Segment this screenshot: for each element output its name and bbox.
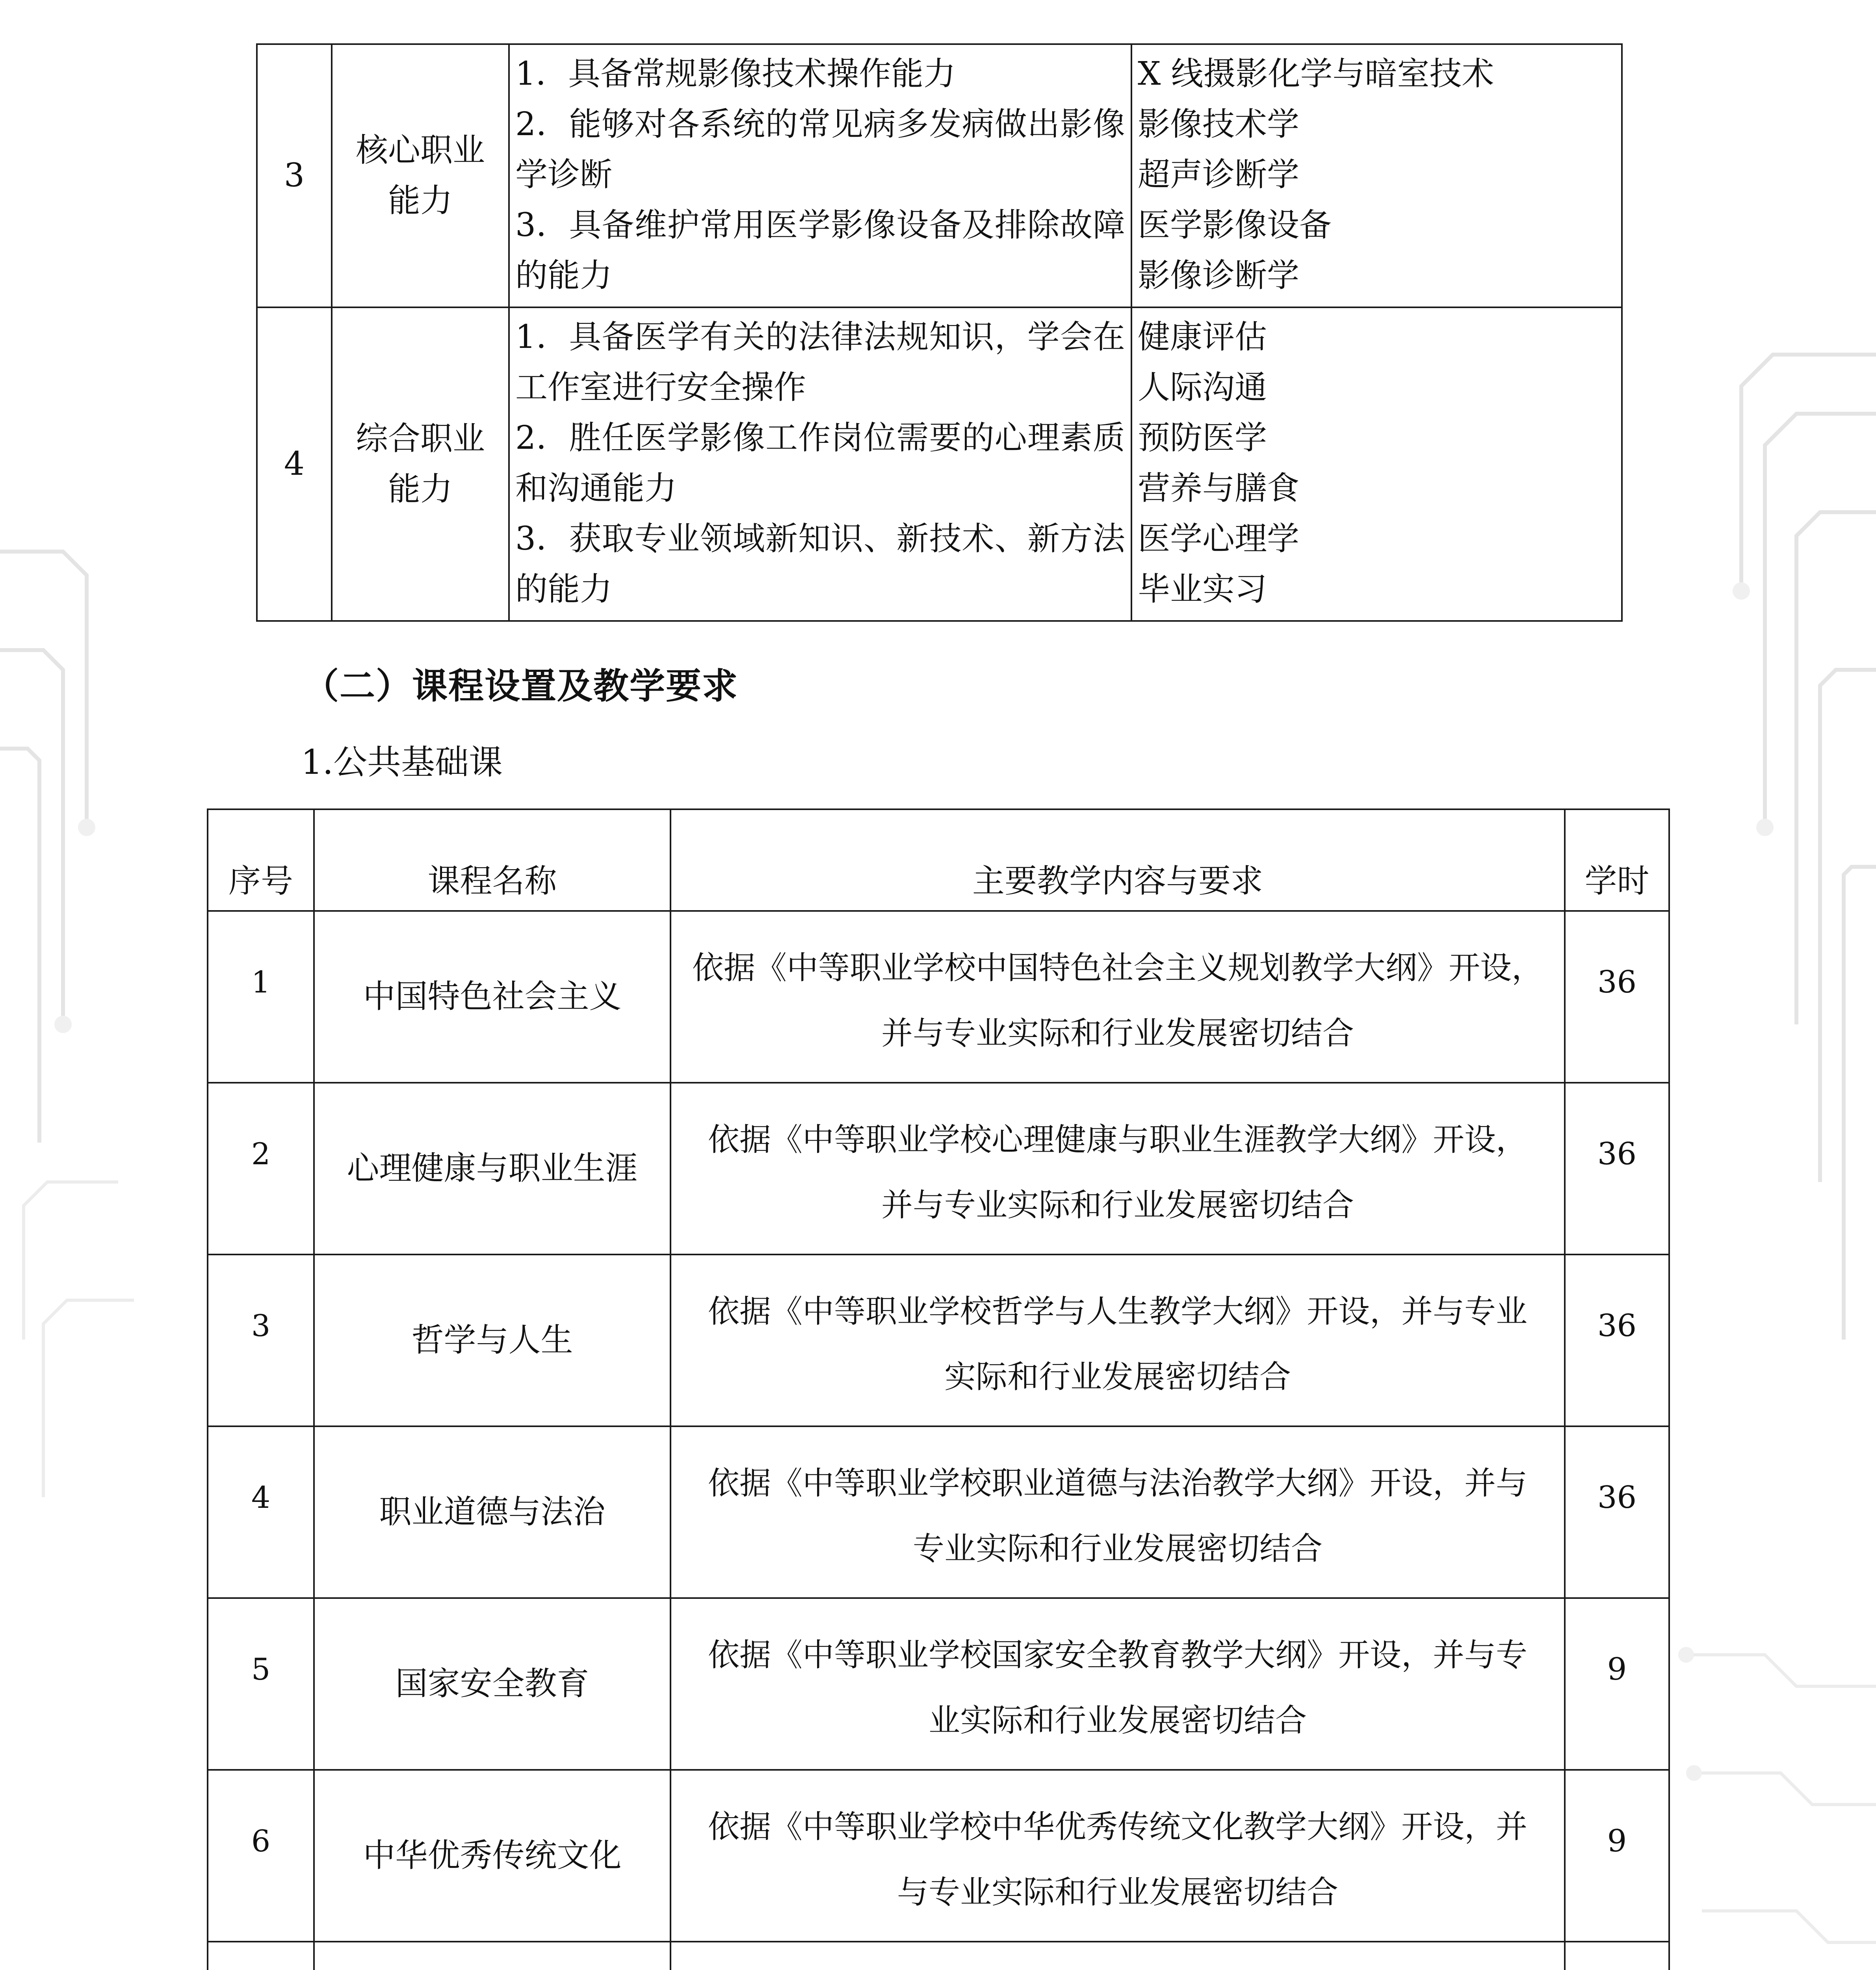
- course-hours: 9: [1565, 1598, 1669, 1770]
- course-no: 1: [208, 911, 314, 1083]
- course-hours: 36: [1565, 1083, 1669, 1254]
- course-item: 毕业实习: [1138, 571, 1267, 608]
- course-requirements: [671, 1426, 1565, 1598]
- course-hours: 36: [1565, 1426, 1669, 1598]
- table-row: [208, 1426, 1669, 1598]
- requirement-line: 专业实际和行业发展密切结合: [913, 1530, 1322, 1567]
- requirement-line: 依据《中等职业学校职业道德与法治教学大纲》开设，并与: [708, 1465, 1527, 1502]
- ability-row: [257, 44, 1622, 307]
- requirement-line: 依据《中等职业学校中华优秀传统文化教学大纲》开设，并: [708, 1808, 1527, 1845]
- course-requirements: [671, 1254, 1565, 1426]
- course-requirements: [671, 1770, 1565, 1942]
- section-title: （二）课程设置及教学要求: [303, 665, 738, 707]
- course-requirements: [671, 911, 1565, 1083]
- ability-content: [509, 307, 1131, 621]
- requirement-line: 依据《中等职业学校心理健康与职业生涯教学大纲》开设，: [708, 1121, 1527, 1158]
- ability-table-body: [257, 44, 1622, 621]
- course-item: 人际沟通: [1138, 369, 1267, 406]
- content-item: 3．具备维护常用医学影像设备及排除故障的能力: [515, 206, 1125, 294]
- content-item: 1．具备医学有关的法律法规知识，学会在工作室进行安全操作: [515, 318, 1125, 406]
- header-no: 序号: [208, 809, 314, 911]
- content-item: 3．获取专业领域新知识、新技术、新方法的能力: [515, 520, 1125, 608]
- table-row: [208, 1598, 1669, 1770]
- course-no: 6: [208, 1770, 314, 1942]
- course-item: 营养与膳食: [1138, 470, 1300, 507]
- course-item: X 线摄影化学与暗室技术: [1138, 55, 1494, 93]
- ability-courses: [1131, 307, 1622, 621]
- course-item: 预防医学: [1138, 419, 1267, 457]
- content-item: 2．胜任医学影像工作岗位需要的心理素质和沟通能力: [515, 419, 1125, 507]
- content-item: 2．能够对各系统的常见病多发病做出影像学诊断: [515, 106, 1125, 193]
- ability-content: [509, 44, 1131, 307]
- course-name: 哲学与人生: [314, 1254, 671, 1426]
- sub-title: 1.公共基础课: [301, 743, 503, 782]
- course-hours: [1565, 1942, 1669, 1970]
- course-name: [314, 1942, 671, 1970]
- requirement-line: 依据《中等职业学校中国特色社会主义规划教学大纲》开设，: [692, 950, 1543, 986]
- ability-row: [257, 307, 1622, 621]
- table-row: [208, 911, 1669, 1083]
- requirement-line: [687, 1966, 1548, 1970]
- requirement-line: 业实际和行业发展密切结合: [929, 1702, 1307, 1739]
- ability-no: 4: [257, 307, 332, 621]
- course-no: [208, 1942, 314, 1970]
- course-no: 4: [208, 1426, 314, 1598]
- requirement-line: 并与专业实际和行业发展密切结合: [881, 1187, 1354, 1223]
- course-name: 中华优秀传统文化: [314, 1770, 671, 1942]
- header-requirements: 主要教学内容与要求: [671, 809, 1565, 911]
- requirement-line: 并与专业实际和行业发展密切结合: [881, 1015, 1354, 1052]
- course-item: 健康评估: [1138, 318, 1267, 356]
- category-line: 能力: [388, 182, 453, 219]
- category-line: 综合职业: [355, 420, 485, 457]
- category-line: 核心职业: [355, 132, 485, 169]
- table-row: [208, 1942, 1669, 1970]
- table-row: [208, 1770, 1669, 1942]
- table-row: [208, 1083, 1669, 1254]
- requirement-line: 实际和行业发展密切结合: [944, 1359, 1291, 1395]
- requirement-line: 依据《中等职业学校哲学与人生教学大纲》开设，并与专业: [708, 1293, 1527, 1330]
- course-table-body: [208, 911, 1669, 1970]
- ability-courses: [1131, 44, 1622, 307]
- course-item: 医学影像设备: [1138, 206, 1332, 244]
- course-hours: 36: [1565, 911, 1669, 1083]
- requirement-line: 依据《中等职业学校国家安全教育教学大纲》开设，并与专: [708, 1637, 1527, 1673]
- requirement-line: 与专业实际和行业发展密切结合: [897, 1874, 1338, 1911]
- course-no: 2: [208, 1083, 314, 1254]
- table-row: [208, 1254, 1669, 1426]
- ability-category: [332, 44, 509, 307]
- course-hours: 9: [1565, 1770, 1669, 1942]
- header-course-name: 课程名称: [314, 809, 671, 911]
- course-item: 超声诊断学: [1138, 156, 1300, 193]
- course-name: 心理健康与职业生涯: [314, 1083, 671, 1254]
- course-name: 国家安全教育: [314, 1598, 671, 1770]
- ability-table: [256, 43, 1623, 622]
- course-name: 中国特色社会主义: [314, 911, 671, 1083]
- course-item: 医学心理学: [1138, 520, 1300, 558]
- content-item: 1．具备常规影像技术操作能力: [515, 55, 956, 93]
- course-no: 3: [208, 1254, 314, 1426]
- course-hours: 36: [1565, 1254, 1669, 1426]
- header-hours: 学时: [1565, 809, 1669, 911]
- course-table: [207, 808, 1670, 1970]
- course-requirements: [671, 1598, 1565, 1770]
- course-table-header-row: [208, 809, 1669, 911]
- course-item: 影像技术学: [1138, 106, 1300, 143]
- ability-category: [332, 307, 509, 621]
- course-requirements: [671, 1942, 1565, 1970]
- course-requirements: [671, 1083, 1565, 1254]
- category-line: 能力: [388, 470, 453, 508]
- course-item: 影像诊断学: [1138, 257, 1300, 294]
- course-no: 5: [208, 1598, 314, 1770]
- ability-no: 3: [257, 44, 332, 307]
- course-name: 职业道德与法治: [314, 1426, 671, 1598]
